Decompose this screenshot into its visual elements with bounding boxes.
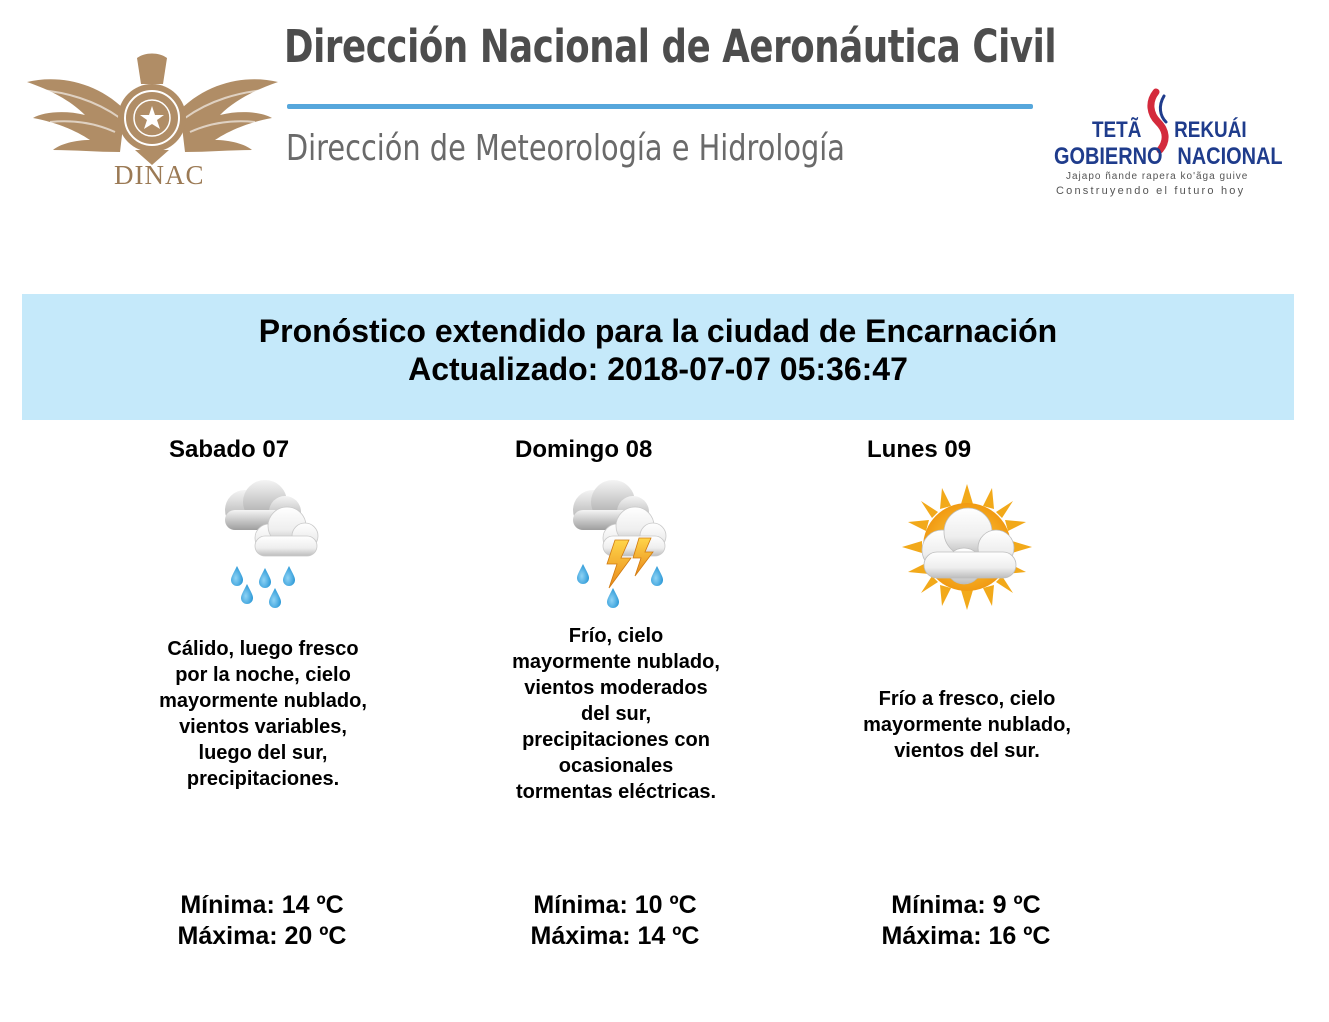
day-description: Frío a fresco, cielo mayormente nublado, vientos del sur. [863, 688, 1071, 762]
day-temperatures [465, 890, 765, 952]
gov-logo-slogan-guarani: Jajapo ñande rapera ko'ãga guive [1066, 171, 1249, 182]
day-description: Cálido, luego fresco por la noche, cielo mayormente nublado, vientos variables, luego del sur, precipitaciones. [159, 638, 367, 790]
gov-logo-nacional: NACIONAL [1177, 143, 1283, 170]
forecast-title: Pronóstico extendido para la ciudad de Encarnación [258, 313, 1058, 349]
title-divider [287, 104, 1033, 109]
gov-logo-rekuai: REKUÁI [1174, 117, 1247, 142]
day-name: Sabado 07 [169, 436, 290, 463]
forecast-updated: Actualizado: 2018-07-07 05:36:47 [408, 351, 908, 387]
dinac-logo-label: DINAC [114, 160, 205, 190]
temp-min: Mínima: 14 ºC [180, 891, 344, 919]
cloud-rain-icon [207, 478, 337, 618]
site-header [0, 0, 1329, 220]
day-name: Domingo 08 [515, 436, 653, 463]
day-description: Frío, cielo mayormente nublado, vientos moderados del sur, precipitaciones con ocasionales tormentas eléctricas. [512, 625, 720, 803]
gov-logo-line1 [1092, 117, 1247, 143]
gov-logo-slogan-spanish: Construyendo el futuro hoy [1056, 185, 1246, 197]
temp-min: Mínima: 9 ºC [891, 891, 1041, 919]
agency-title: Dirección Nacional de Aeronáutica Civil [284, 20, 1057, 73]
temp-max: Máxima: 14 ºC [530, 922, 700, 950]
temp-max: Máxima: 16 ºC [881, 922, 1051, 950]
partly-cloudy-sun-icon [902, 482, 1032, 622]
temp-min: Mínima: 10 ºC [533, 891, 697, 919]
gov-logo-line2 [1054, 143, 1283, 171]
agency-subtitle: Dirección de Meteorología e Hidrología [286, 128, 845, 169]
day-name: Lunes 09 [867, 436, 972, 463]
temp-max: Máxima: 20 ºC [177, 922, 347, 950]
thunderstorm-rain-icon [555, 478, 685, 618]
forecast-banner [22, 294, 1294, 420]
gov-logo-teta: TETÃ [1092, 117, 1142, 142]
day-temperatures [112, 890, 412, 952]
day-temperatures [816, 890, 1116, 952]
gov-logo-gobierno: GOBIERNO [1054, 143, 1163, 170]
